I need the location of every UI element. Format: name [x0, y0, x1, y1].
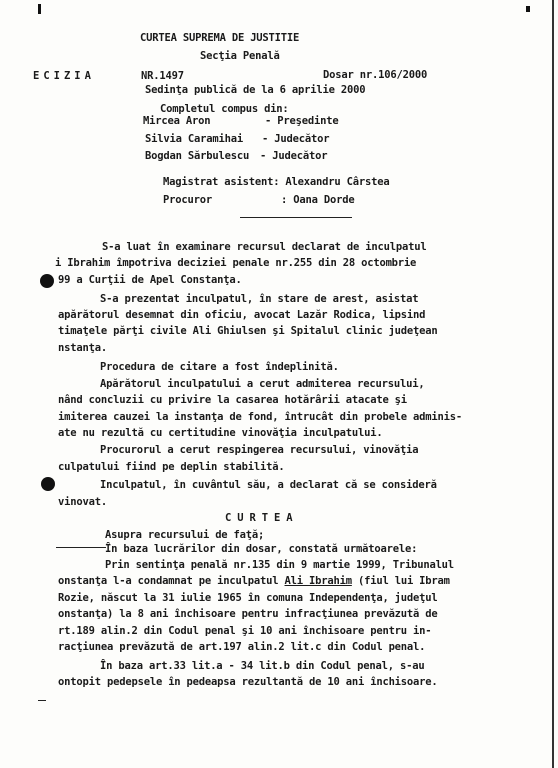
scan-edge-right [552, 0, 554, 768]
body-line: În baza lucrărilor din dosar, constată următoarele: [105, 543, 418, 555]
defendant-name: Ali Ibrahim [284, 575, 352, 587]
body-line: Asupra recursului de faţă; [105, 529, 265, 541]
body-line: ontopit pedepsele în pedeapsa rezultantă de 10 ani închisoare. [58, 676, 438, 688]
body-line: S-a prezentat inculpatul, în stare de arest, asistat [100, 293, 419, 305]
body-line: nstanţa. [58, 342, 107, 354]
body-line: Rozie, născut la 31 iulie 1965 în comuna Independenţa, judeţul [58, 592, 438, 604]
body-line: ate nu rezultă cu certitudine vinovăţia inculpatului. [58, 427, 383, 439]
body-line: rt.189 alin.2 din Codul penal şi 10 ani închisoare pentru in- [58, 625, 432, 637]
panel-member-role: - Judecător [262, 133, 330, 145]
scan-mark-top-left [38, 4, 41, 14]
body-line: Procedura de citare a fost îndeplinită. [100, 361, 339, 373]
panel-intro: Completul compus din: [160, 103, 289, 115]
body-line: În baza art.33 lit.a - 34 lit.b din Codul penal, s-au [100, 660, 425, 672]
panel-member-name: Mircea Aron [143, 115, 211, 127]
body-line: i Ibrahim împotriva deciziei penale nr.255 din 28 octombrie [55, 257, 417, 269]
body-line: apărătorul desemnat din oficiu, avocat Lazăr Rodica, lipsind [58, 309, 426, 321]
assistant-magistrate: Magistrat asistent: Alexandru Cârstea [163, 176, 390, 188]
prosecutor-label: Procuror [163, 194, 212, 206]
prosecutor-name: : Oana Dorde [281, 194, 355, 206]
decision-label: ECIZIA [33, 70, 95, 82]
decision-number: NR.1497 [141, 70, 184, 82]
panel-member-name: Bogdan Sărbulescu [145, 150, 250, 162]
punch-hole-top [40, 274, 54, 288]
court-heading: C U R T E A [225, 512, 293, 524]
panel-member-name: Silvia Caramihai [145, 133, 243, 145]
scan-mark-top-right [526, 6, 530, 12]
body-line: nând concluzii cu privire la casarea hotărârii atacate şi [58, 394, 407, 406]
punch-hole-bottom [41, 477, 55, 491]
body-line: racţiunea prevăzută de art.197 alin.2 lit.c din Codul penal. [58, 641, 426, 653]
body-text: (fiul lui Ibram [351, 575, 450, 587]
section-name: Secţia Penală [200, 50, 280, 62]
header-divider [240, 217, 352, 218]
body-line: vinovat. [58, 496, 107, 508]
bottom-stroke [38, 700, 46, 701]
court-name: CURTEA SUPREMA DE JUSTITIE [140, 32, 300, 44]
body-line: Inculpatul, în cuvântul său, a declarat că se consideră [100, 479, 437, 491]
panel-member-role: - Preşedinte [265, 115, 339, 127]
body-line: 99 a Curţii de Apel Constanţa. [58, 274, 242, 286]
session-line: Sedinţa publică de la 6 aprilie 2000 [145, 84, 366, 96]
body-line: imiterea cauzei la instanţa de fond, întrucât din probele adminis- [58, 411, 463, 423]
file-number: Dosar nr.106/2000 [323, 69, 428, 81]
body-line: Prin sentinţa penală nr.135 din 9 martie 1999, Tribunalul [105, 559, 454, 571]
body-line: Apărătorul inculpatului a cerut admiterea recursului, [100, 378, 425, 390]
body-line: Procurorul a cerut respingerea recursului, vinovăţia [100, 444, 419, 456]
body-line: timaţele părţi civile Ali Ghiulsen şi Spitalul clinic judeţean [58, 325, 438, 337]
body-line: culpatului fiind pe deplin stabilită. [58, 461, 285, 473]
body-line: onstanţa) la 8 ani închisoare pentru infracţiunea prevăzută de [58, 608, 438, 620]
body-line [58, 575, 450, 587]
panel-member-role: - Judecător [260, 150, 328, 162]
body-text: onstanţa l-a condamnat pe inculpatul [58, 575, 285, 587]
body-line: S-a luat în examinare recursul declarat de inculpatul [102, 241, 427, 253]
margin-stroke [56, 547, 106, 548]
